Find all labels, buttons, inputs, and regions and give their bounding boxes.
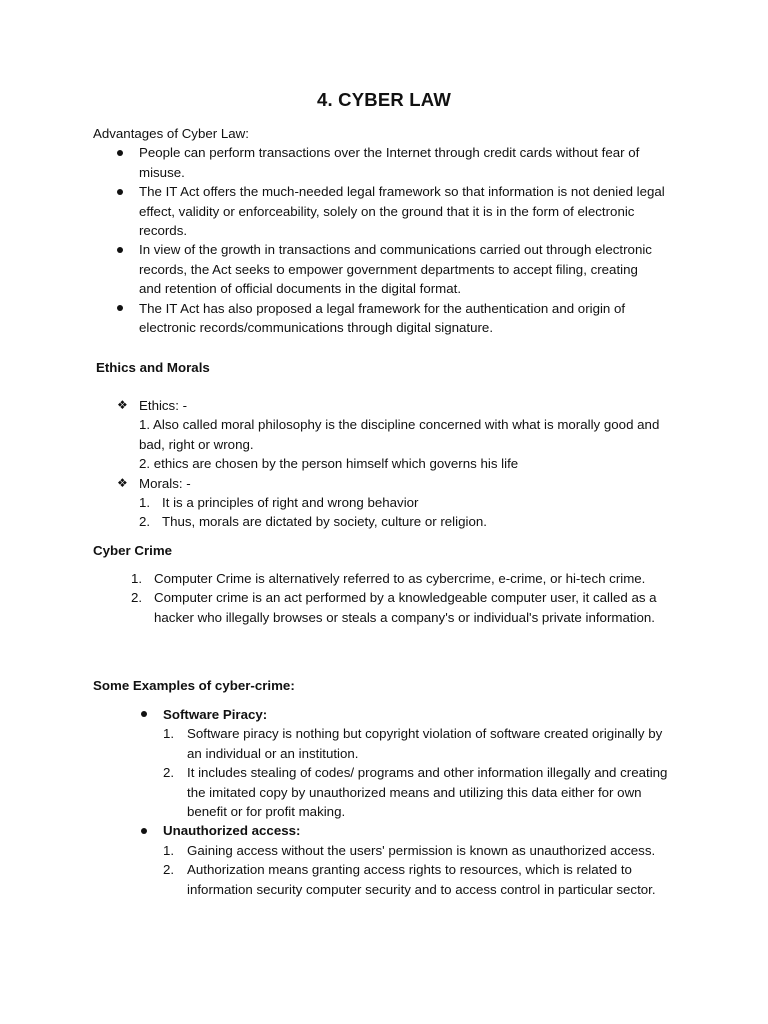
ethics-morals-section (93, 396, 683, 532)
list-item: 1. Gaining access without the users' permission is known as unauthorized access. (163, 842, 656, 858)
examples-heading: Some Examples of cyber-crime: (93, 678, 295, 693)
list-item: 2. Computer crime is an act performed by a knowledgeable computer user, it called as a hacker who illegally browses or steals a company's or individual's private information. (131, 590, 657, 625)
list-item: Software Piracy: (93, 705, 673, 724)
cyber-crime-list (93, 569, 683, 627)
bullet-dot-icon (117, 299, 123, 318)
page-title: 4. CYBER LAW (317, 89, 451, 110)
advantages-section (93, 124, 683, 337)
list-item: 1. Computer Crime is alternatively referred to as cybercrime, e-crime, or hi-tech crime. (131, 571, 646, 586)
list-item: 1. Also called moral philosophy is the discipline concerned with what is morally good and bad, right or wrong. (139, 417, 660, 452)
list-item: Unauthorized access: (93, 821, 673, 840)
list-item: 1. Software piracy is nothing but copyright violation of software created originally by an individual or an institution. (163, 726, 663, 761)
list-item: In view of the growth in transactions and communications carried out through electronic records, the Act seeks to empower government departments to accept filing, creating and retention of official documents in the digital format. (93, 240, 659, 298)
list-item: 2. Authorization means granting access rights to resources, which is related to information security computer security and to access control in particular sector. (163, 862, 656, 897)
bullet-dot-icon (117, 143, 123, 162)
list-item: ❖ Ethics: - (117, 398, 188, 413)
cyber-crime-section (93, 541, 683, 560)
bullet-dot-icon (117, 240, 123, 259)
ethics-morals-heading: Ethics and Morals (96, 360, 210, 375)
ethics-heading-block (96, 358, 686, 377)
examples-list (93, 705, 683, 899)
list-item: 1. It is a principles of right and wrong behavior (139, 495, 419, 511)
diamond-bullet-icon: ❖ (117, 475, 128, 490)
list-item: 2. Thus, morals are dictated by society, culture or religion. (139, 514, 487, 530)
list-item: 2. It includes stealing of codes/ programs and other information illegally and creating the imitated copy by unauthorized means and utilizing this data either for own benefit or for profit making. (163, 765, 668, 820)
diamond-bullet-icon: ❖ (117, 398, 128, 412)
cyber-crime-heading: Cyber Crime (93, 543, 173, 558)
examples-section (93, 676, 683, 695)
bullet-dot-icon (117, 182, 123, 201)
list-item: The IT Act has also proposed a legal framework for the authentication and origin of electronic records/communications through digital signature. (93, 299, 673, 338)
advantages-heading: Advantages of Cyber Law: (93, 126, 249, 141)
bullet-dot-icon (141, 821, 147, 840)
bullet-dot-icon (141, 705, 147, 724)
list-item: ❖ Morals: - (117, 475, 191, 491)
list-item: People can perform transactions over the Internet through credit cards without fear of misuse. (93, 143, 673, 182)
list-item: 2. ethics are chosen by the person himself which governs his life (139, 456, 519, 472)
list-item: The IT Act offers the much-needed legal framework so that information is not denied legal effect, validity or enforceability, solely on the ground that it is in the form of electronic records. (93, 182, 673, 240)
